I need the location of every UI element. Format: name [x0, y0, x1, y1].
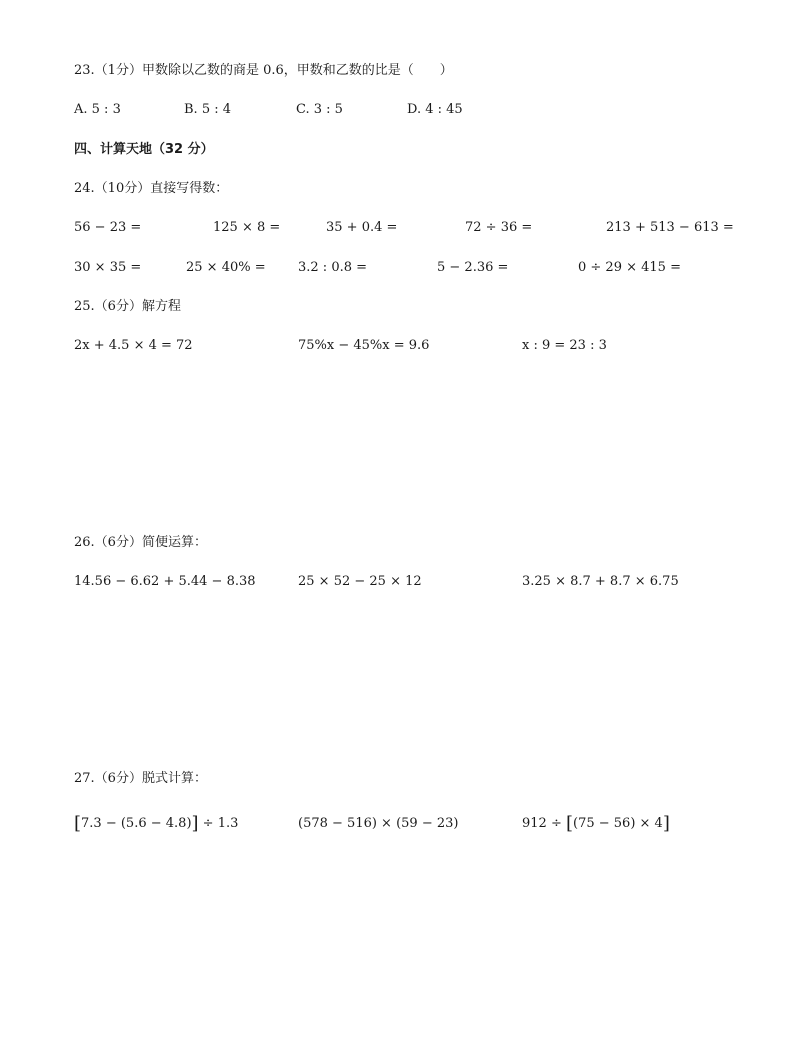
q23-option-d: D. 4 : 45 — [407, 102, 463, 117]
q27-expr1-body: 7.3 − (5.6 − 4.8) — [81, 816, 192, 831]
q23-option-c: C. 3 : 5 — [296, 102, 343, 117]
q27-expr3-head: 912 ÷ — [522, 816, 566, 831]
q24-r2-c3: 3.2 : 0.8 = — [298, 260, 368, 275]
q23-option-b: B. 5 : 4 — [184, 102, 232, 117]
left-bracket: [ — [565, 813, 574, 834]
q25-eq2: 75%x − 45%x = 9.6 — [298, 338, 430, 353]
q27-expr1-tail: ÷ 1.3 — [198, 816, 239, 831]
q25-eq3: x : 9 = 23 : 3 — [522, 338, 607, 353]
q24-r1-c5: 213 + 513 − 613 = — [606, 220, 734, 235]
q26-stem: 26.（6分）简便运算： — [74, 535, 207, 550]
q24-r1-c4: 72 ÷ 36 = — [465, 220, 533, 235]
q24-stem: 24.（10分）直接写得数： — [74, 181, 229, 196]
q27-expr3-body: (75 − 56) × 4 — [573, 816, 663, 831]
q27-stem: 27.（6分）脱式计算： — [74, 771, 207, 786]
q26-expr1: 14.56 − 6.62 + 5.44 − 8.38 — [74, 574, 256, 589]
q26-expr2: 25 × 52 − 25 × 12 — [298, 574, 422, 589]
q27-expr2: (578 − 516) × (59 − 23) — [298, 816, 459, 831]
q24-r2-c1: 30 × 35 = — [74, 260, 142, 275]
q24-r2-c2: 25 × 40% = — [186, 260, 266, 275]
q24-r2-c4: 5 − 2.36 = — [437, 260, 509, 275]
q26-expr3: 3.25 × 8.7 + 8.7 × 6.75 — [522, 574, 679, 589]
left-bracket: [ — [74, 813, 82, 834]
q25-eq1: 2x + 4.5 × 4 = 72 — [74, 338, 193, 353]
q23-stem: 23.（1分）甲数除以乙数的商是 0.6，甲数和乙数的比是（ ） — [74, 63, 453, 78]
section-heading: 四、计算天地（32 分） — [74, 142, 214, 157]
q24-r1-c1: 56 − 23 = — [74, 220, 142, 235]
q24-r1-c3: 35 + 0.4 = — [326, 220, 398, 235]
q25-stem: 25.（6分）解方程 — [74, 299, 181, 314]
q27-expr3 — [522, 815, 670, 833]
q24-r1-c2: 125 × 8 = — [213, 220, 281, 235]
q24-r2-c5: 0 ÷ 29 × 415 = — [578, 260, 681, 275]
right-bracket: ] — [662, 813, 670, 834]
right-bracket: ] — [191, 813, 199, 834]
q27-expr1 — [74, 815, 238, 833]
q23-option-a: A. 5 : 3 — [74, 102, 121, 117]
